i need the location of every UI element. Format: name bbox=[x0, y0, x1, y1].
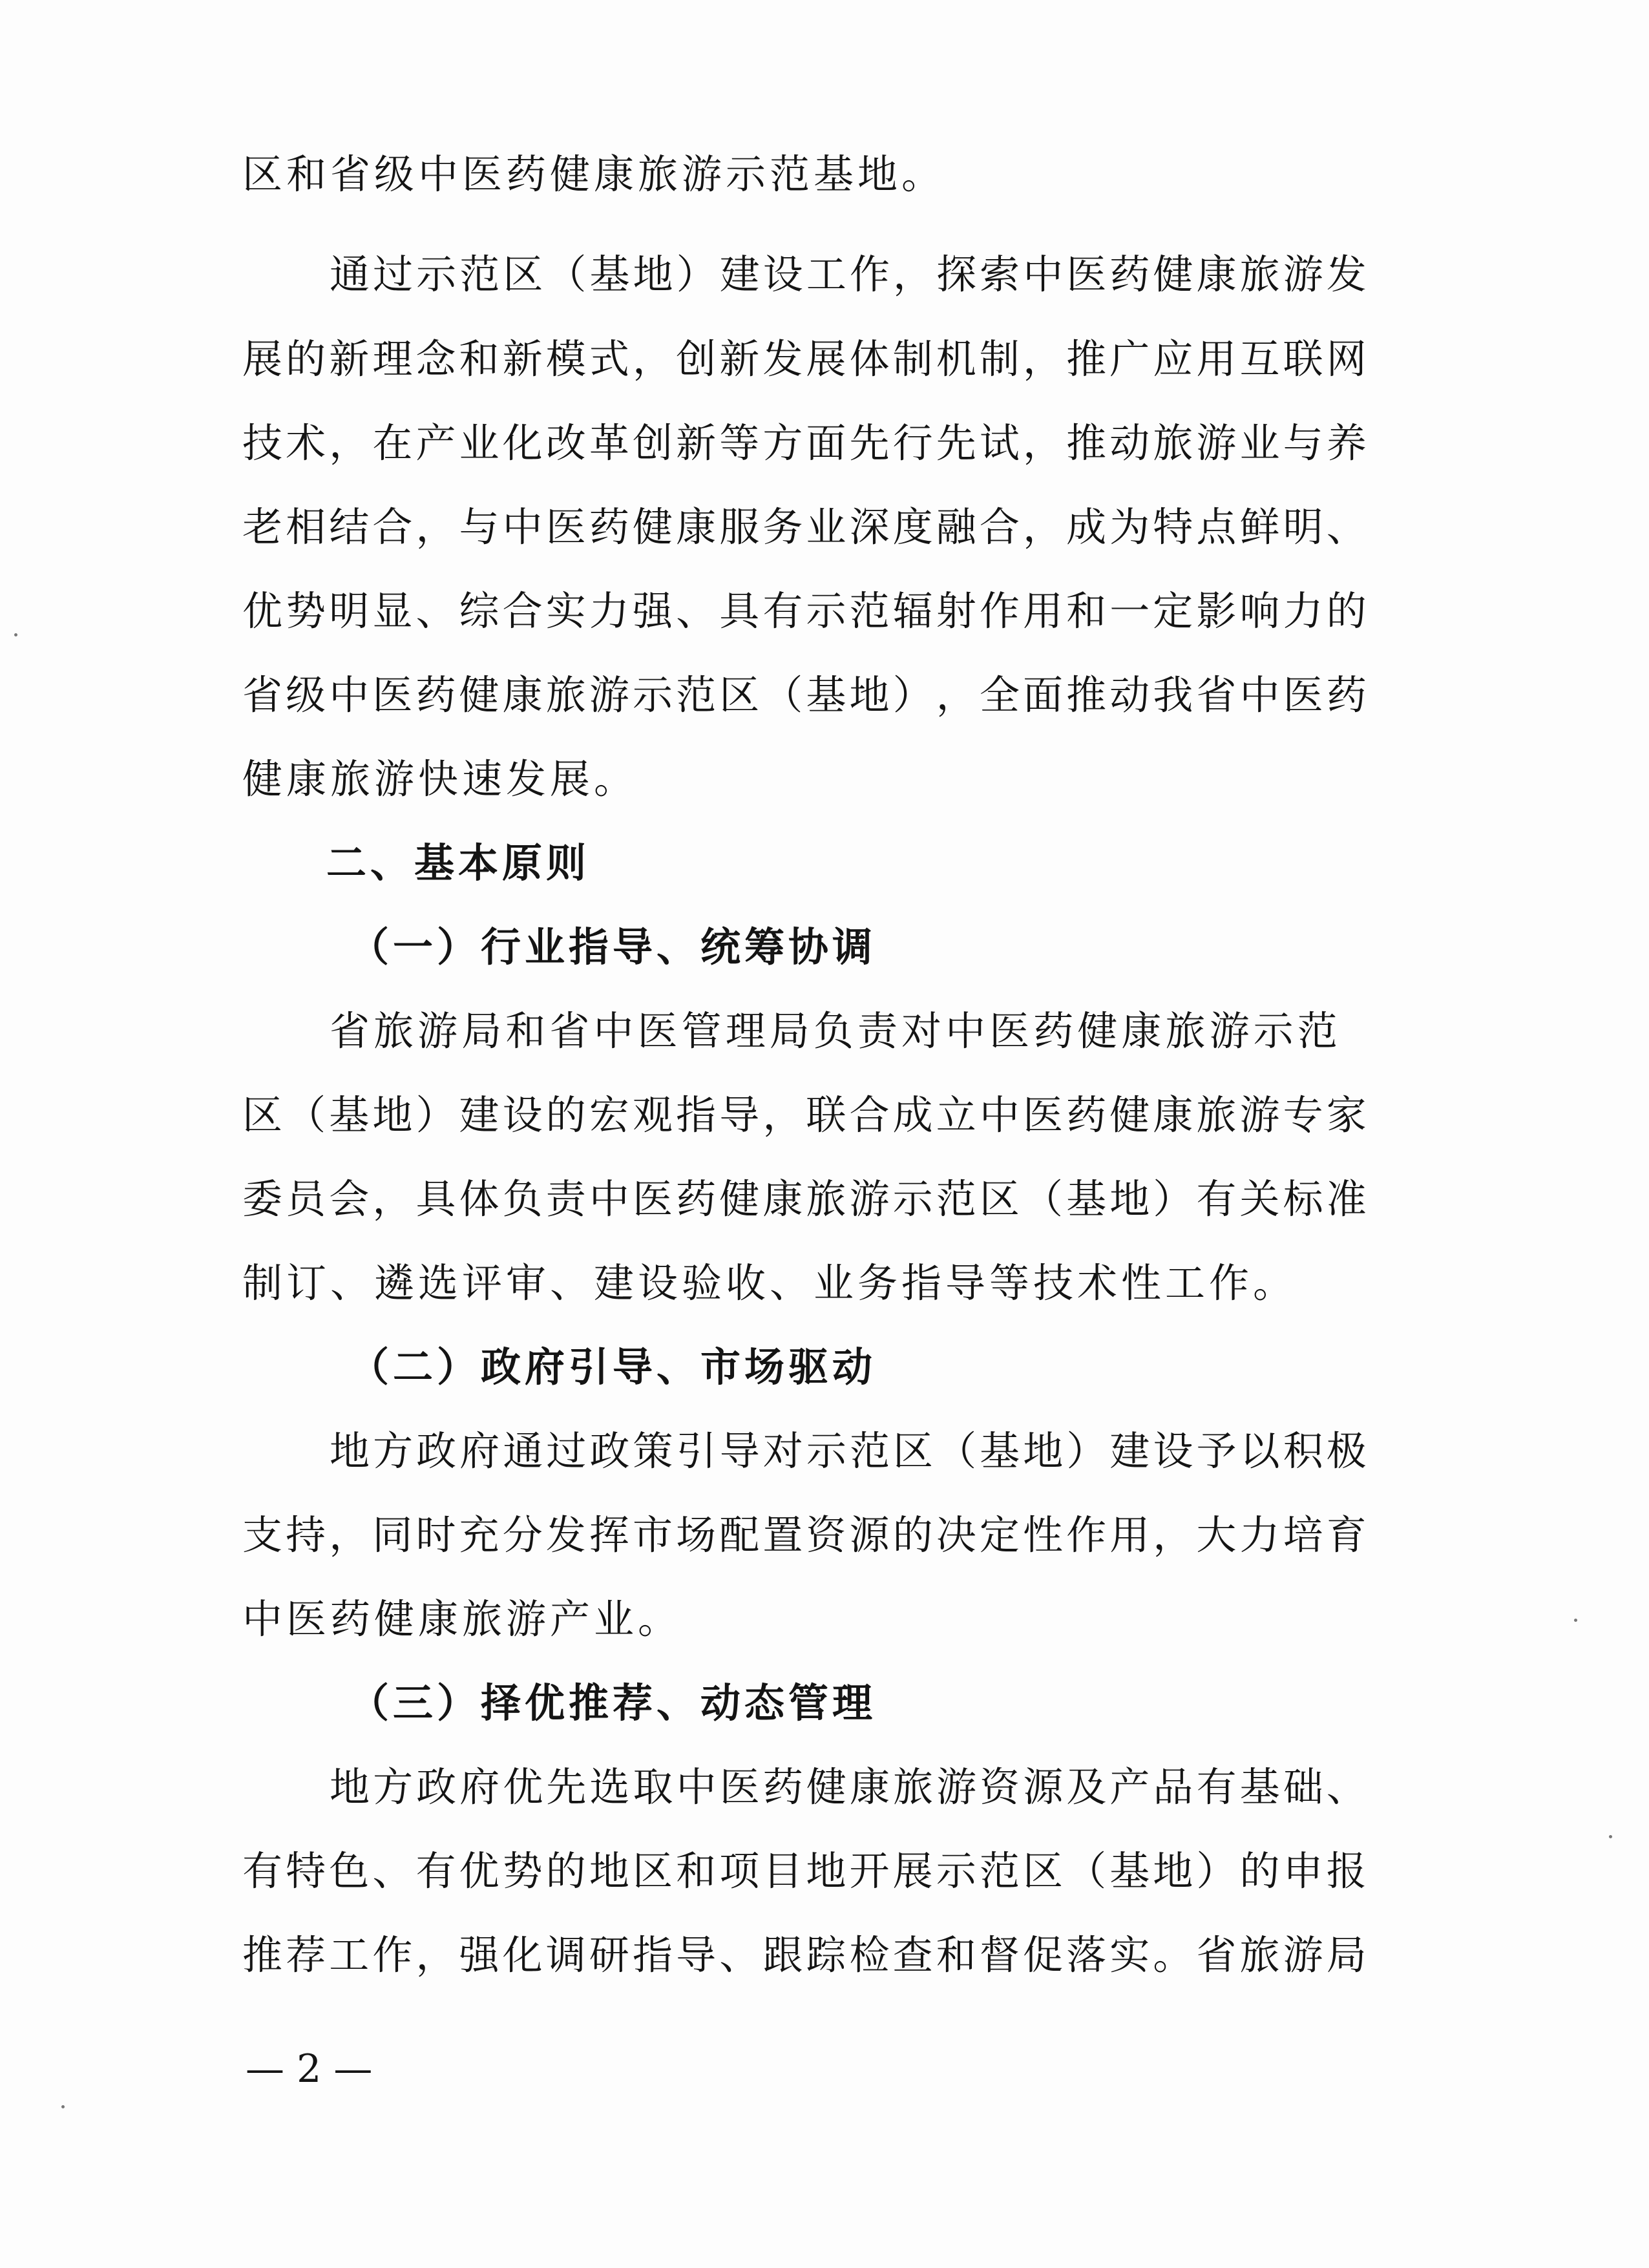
paragraph-line: 中医药健康旅游产业。 bbox=[242, 1595, 682, 1643]
section-heading: （一）行业指导、统筹协调 bbox=[349, 923, 877, 971]
paragraph-line: 委 员 会 ， 具 体 负 责 中 医 药 健 康 旅 游 示 范 区 （ 基 地 ） 有 关 标 准 bbox=[242, 1175, 1367, 1223]
page-number: — 2 — bbox=[246, 2046, 373, 2092]
paragraph-line: 支 持 ， 同 时 充 分 发 挥 市 场 配 置 资 源 的 决 定 性 作 用 ， 大 力 培 育 bbox=[242, 1511, 1367, 1559]
paragraph-line: 技 术 ， 在 产 业 化 改 革 创 新 等 方 面 先 行 先 试 ， 推 动 旅 游 业 与 养 bbox=[242, 419, 1367, 467]
paragraph-line: 推 荐 工 作 ， 强 化 调 研 指 导 、 跟 踪 检 查 和 督 促 落 实 。 省 旅 游 局 bbox=[242, 1931, 1367, 1979]
scan-speck bbox=[61, 2105, 65, 2108]
scan-speck bbox=[1609, 1835, 1612, 1838]
paragraph-line: 展 的 新 理 念 和 新 模 式 ， 创 新 发 展 体 制 机 制 ， 推 广 应 用 互 联 网 bbox=[242, 335, 1367, 383]
section-heading: （三）择优推荐、动态管理 bbox=[349, 1679, 877, 1727]
scan-speck bbox=[14, 633, 17, 636]
paragraph-line: 地 方 政 府 通 过 政 策 引 导 对 示 范 区 （ 基 地 ） 建 设 予 以 积 极 bbox=[330, 1427, 1367, 1475]
paragraph-line: 地 方 政 府 优 先 选 取 中 医 药 健 康 旅 游 资 源 及 产 品 有 基 础 、 bbox=[330, 1763, 1367, 1811]
scan-speck bbox=[1574, 1619, 1577, 1622]
paragraph-line: 有 特 色 、 有 优 势 的 地 区 和 项 目 地 开 展 示 范 区 （ 基 地 ） 的 申 报 bbox=[242, 1847, 1367, 1895]
section-heading: 二、基本原则 bbox=[326, 839, 591, 887]
paragraph-line: 制订、遴选评审、建设验收、业务指导等技术性工作。 bbox=[242, 1259, 1297, 1307]
paragraph-line: 区和省级中医药健康旅游示范基地。 bbox=[242, 151, 946, 198]
paragraph-line: 区 （ 基 地 ） 建 设 的 宏 观 指 导 ， 联 合 成 立 中 医 药 健 康 旅 游 专 家 bbox=[242, 1091, 1367, 1139]
paragraph-line: 老 相 结 合 ， 与 中 医 药 健 康 服 务 业 深 度 融 合 ， 成 为 特 点 鲜 明 、 bbox=[242, 503, 1367, 551]
section-heading: （二）政府引导、市场驱动 bbox=[349, 1343, 877, 1391]
paragraph-line: 通 过 示 范 区 （ 基 地 ） 建 设 工 作 ， 探 索 中 医 药 健 康 旅 游 发 bbox=[330, 251, 1367, 298]
paragraph-line: 优 势 明 显 、 综 合 实 力 强 、 具 有 示 范 辐 射 作 用 和 一 定 影 响 力 的 bbox=[242, 587, 1367, 635]
paragraph-line: 省 旅 游 局 和 省 中 医 管 理 局 负 责 对 中 医 药 健 康 旅 游 示 范 bbox=[330, 1007, 1338, 1055]
paragraph-line: 健康旅游快速发展。 bbox=[242, 755, 638, 803]
paragraph-line: 省 级 中 医 药 健 康 旅 游 示 范 区 （ 基 地 ） ， 全 面 推 动 我 省 中 医 药 bbox=[242, 671, 1367, 719]
